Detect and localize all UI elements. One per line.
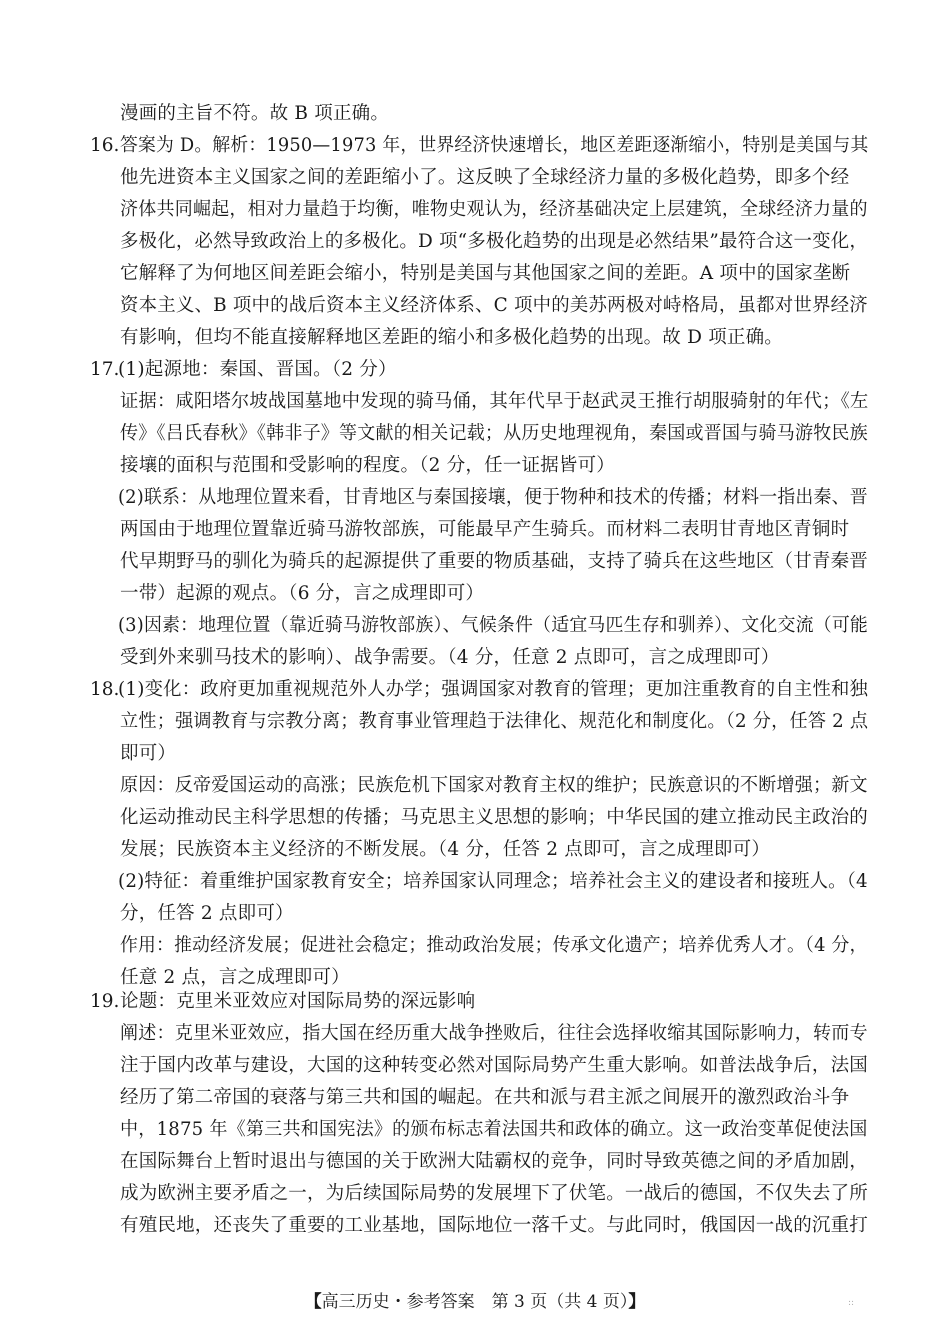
text-line: 论题：克里米亚效应对国际局势的深远影响 [120, 991, 476, 1012]
page-footer [0, 1290, 950, 1314]
text-line: (2)联系：从地理位置来看，甘青地区与秦国接壤，便于物种和技术的传播；材料一指出秦、晋 [118, 487, 868, 508]
text-line: 在国际舞台上暂时退出与德国的关于欧洲大陆霸权的竞争，同时导致英德之间的矛盾加剧， [120, 1151, 869, 1172]
text-line: 立性；强调教育与宗教分离；教育事业管理趋于法律化、规范化和制度化。（2 分，任答 2 点 [120, 711, 869, 732]
text-line: 受到外来驯马技术的影响）、战争需要。（4 分，任意 2 点即可，言之成理即可） [120, 647, 780, 668]
text-line: (1)起源地：秦国、晋国。（2 分） [118, 359, 397, 380]
text-line: 阐述：克里米亚效应，指大国在经历重大战争挫败后，往往会选择收缩其国际影响力，转而专 [120, 1023, 868, 1044]
text-line: 它解释了为何地区间差距会缩小，特别是美国与其他国家之间的差距。A 项中的国家垄断 [120, 263, 851, 284]
text-line: 作用：推动经济发展；促进社会稳定；推动政治发展；传承文化遗产；培养优秀人才。（4 分， [120, 935, 868, 956]
text-line: (1)变化：政府更加重视规范外人办学；强调国家对教育的管理；更加注重教育的自主性和独 [118, 679, 869, 700]
text-line: 分，任答 2 点即可） [120, 903, 294, 924]
text-line: 一带）起源的观点。（6 分，言之成理即可） [120, 583, 485, 604]
text-line: 答案为 D。解析：1950—1973 年，世界经济快速增长，地区差距逐渐缩小，特别是美国与其 [120, 135, 869, 156]
text-line: 中，1875 年《第三共和国宪法》的颁布标志着法国共和政体的确立。这一政治变革促使法国 [120, 1119, 868, 1140]
text-line: 证据：咸阳塔尔坡战国墓地中发现的骑马俑，其年代早于赵武灵王推行胡服骑射的年代；《左 [120, 391, 869, 412]
question-number-19: 19. [90, 991, 120, 1012]
text-line: 多极化，必然导致政治上的多极化。D 项“多极化趋势的出现是必然结果”最符合这一变化， [120, 231, 869, 252]
text-line: 济体共同崛起，相对力量趋于均衡，唯物史观认为，经济基础决定上层建筑，全球经济力量的 [120, 199, 868, 220]
text-line: 代早期野马的驯化为骑兵的起源提供了重要的物质基础，支持了骑兵在这些地区（甘青秦晋 [120, 551, 869, 572]
text-line: 他先进资本主义国家之间的差距缩小了。这反映了全球经济力量的多极化趋势，即多个经 [120, 167, 850, 188]
text-line: 传》《吕氏春秋》《韩非子》等文献的相关记载；从历史地理视角，秦国或晋国与骑马游牧民族 [120, 423, 868, 444]
text-line: 漫画的主旨不符。故 B 项正确。 [120, 103, 390, 124]
scan-artifact-mark: :: [848, 1298, 855, 1308]
text-line: 任意 2 点，言之成理即可） [120, 967, 350, 988]
text-line: 接壤的面积与范围和受影响的程度。（2 分，任一证据皆可） [120, 455, 616, 476]
text-line: 注于国内改革与建设，大国的这种转变必然对国际局势产生重大影响。如普法战争后，法国 [120, 1055, 869, 1076]
text-line: 发展；民族资本主义经济的不断发展。（4 分，任答 2 点即可，言之成理即可） [120, 839, 771, 860]
question-number-17: 17. [90, 359, 120, 380]
text-line: 有影响，但均不能直接解释地区差距的缩小和多极化趋势的出现。故 D 项正确。 [120, 327, 783, 348]
text-line: 成为欧洲主要矛盾之一，为后续国际局势的发展埋下了伏笔。一战后的德国，不仅失去了所 [120, 1183, 869, 1204]
text-line: 有殖民地，还丧失了重要的工业基地，国际地位一落千丈。与此同时，俄国因一战的沉重打 [120, 1215, 869, 1236]
question-number-18: 18. [90, 679, 120, 700]
footer-left-bracket: 【 [304, 1292, 322, 1312]
text-line: 化运动推动民主科学思想的传播；马克思主义思想的影响；中华民国的建立推动民主政治的 [120, 807, 869, 828]
text-line: (3)因素：地理位置（靠近骑马游牧部族）、气候条件（适宜马匹生存和驯养）、文化交流（可能 [118, 615, 869, 636]
footer-text: 高三历史・参考答案 第 3 页（共 4 页） [321, 1292, 629, 1312]
text-line: 原因：反帝爱国运动的高涨；民族危机下国家对教育主权的维护；民族意识的不断增强；新文 [120, 775, 868, 796]
footer-right-bracket: 】 [628, 1292, 646, 1312]
text-line: 经历了第二帝国的衰落与第三共和国的崛起。在共和派与君主派之间展开的激烈政治斗争 [120, 1087, 850, 1108]
text-line: 资本主义、B 项中的战后资本主义经济体系、C 项中的美苏两极对峙格局，虽都对世界经济 [120, 295, 868, 316]
text-line: 两国由于地理位置靠近骑马游牧部族，可能最早产生骑兵。而材料二表明甘青地区青铜时 [120, 519, 850, 540]
question-number-16: 16. [90, 135, 120, 156]
text-line: (2)特征：着重维护国家教育安全；培养国家认同理念；培养社会主义的建设者和接班人。（4 [118, 871, 868, 892]
text-line: 即可） [120, 743, 177, 764]
